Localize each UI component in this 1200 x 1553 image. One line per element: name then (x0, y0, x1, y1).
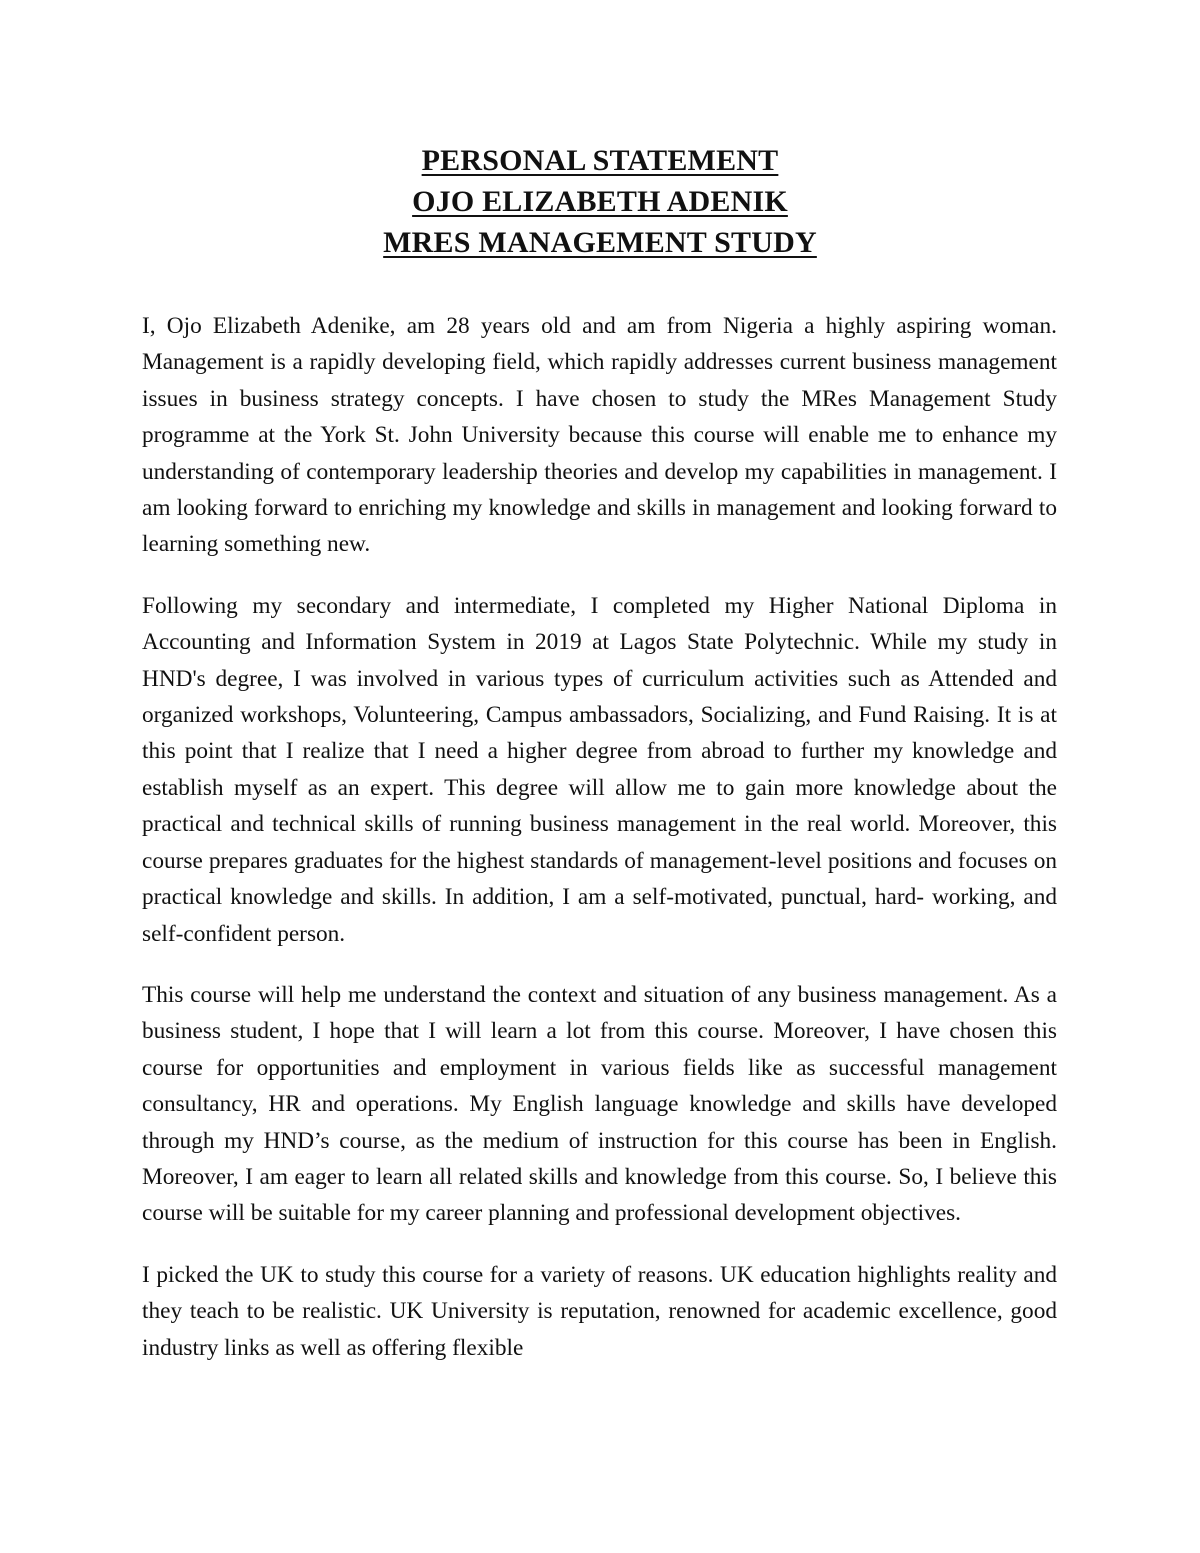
author-name: OJO ELIZABETH ADENIK (412, 185, 788, 218)
statement-title: PERSONAL STATEMENT (421, 144, 779, 177)
paragraph-course-goals: This course will help me understand the context and situation of any business management. As a business student, I hope that I will learn a lot from this course. Moreover, I have chosen this course for opportunities and employment in various fields like as successful management consultancy, HR and operations. My English language knowledge and skills have developed through my HND’s course, as the medium of instruction for this course has been in English. Moreover, I am eager to learn all related skills and knowledge from this course. So, I believe this course will be suitable for my career planning and professional development objectives. (142, 981, 1057, 1227)
paragraph-uk-choice: I picked the UK to study this course for a variety of reasons. UK education highlights reality and they teach to be realistic. UK University is reputation, renowned for academic excellence, good industry links as well as offering flexible (142, 1261, 1057, 1361)
document-heading (0, 140, 1200, 263)
paragraph-introduction: I, Ojo Elizabeth Adenike, am 28 years old and am from Nigeria a highly aspiring woman. Management is a rapidly developing field, which rapidly addresses current business management issues in business strategy concepts. I have chosen to study the MRes Management Study programme at the York St. John University because this course will enable me to enhance my understanding of contemporary leadership theories and develop my capabilities in management. I am looking forward to enriching my knowledge and skills in management and looking forward to learning something new. (142, 313, 1057, 558)
statement-body (142, 308, 1057, 1391)
paragraph-education: Following my secondary and intermediate, I completed my Higher National Diploma in Accounting and Information System in 2019 at Lagos State Polytechnic. While my study in HND's degree, I was involved in various types of curriculum activities such as Attended and organized workshops, Volunteering, Campus ambassadors, Socializing, and Fund Raising. It is at this point that I realize that I need a higher degree from abroad to further my knowledge and establish myself as an expert. This degree will allow me to gain more knowledge about the practical and technical skills of running business management in the real world. Moreover, this course prepares graduates for the highest standards of management-level positions and focuses on practical knowledge and skills. In addition, I am a self-motivated, punctual, hard- working, and self-confident person. (142, 592, 1057, 947)
program-name: MRES MANAGEMENT STUDY (383, 226, 817, 259)
